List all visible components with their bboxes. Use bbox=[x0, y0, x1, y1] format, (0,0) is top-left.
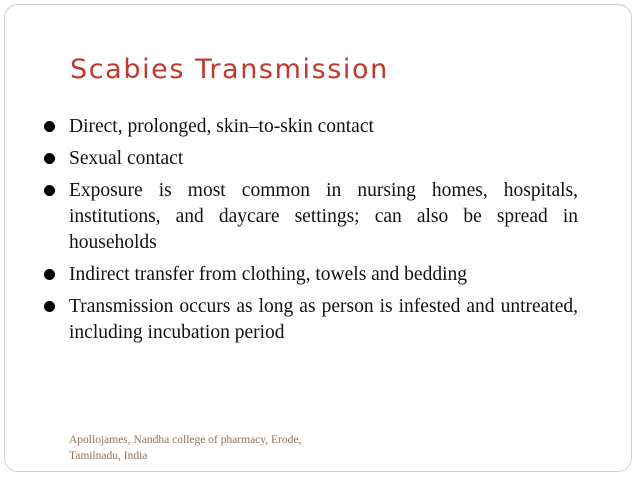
bullet-list bbox=[44, 114, 578, 352]
bullet-text: Direct, prolonged, skin–to-skin contact bbox=[69, 116, 374, 137]
bullet-text: Exposure is most common in nursing homes, hospitals, institutions, and daycare settings; can also be spread in households bbox=[69, 180, 578, 253]
bullet-item bbox=[44, 146, 578, 172]
bullet-dot-icon bbox=[44, 121, 55, 132]
bullet-item bbox=[44, 178, 578, 256]
footer-credit bbox=[69, 432, 329, 464]
footer-line: Tamilnadu, India bbox=[69, 450, 148, 462]
bullet-dot-icon bbox=[44, 185, 55, 196]
bullet-item bbox=[44, 262, 578, 288]
bullet-text: Indirect transfer from clothing, towels and bedding bbox=[69, 264, 468, 285]
bullet-text: Sexual contact bbox=[69, 148, 184, 169]
bullet-dot-icon bbox=[44, 153, 55, 164]
slide-title: Scabies Transmission bbox=[70, 54, 389, 85]
bullet-text: Transmission occurs as long as person is infested and untreated, including incubation period bbox=[69, 296, 578, 343]
bullet-item bbox=[44, 114, 578, 140]
footer-line: Apollojames, Nandha college of pharmacy, Erode, bbox=[69, 434, 302, 446]
bullet-dot-icon bbox=[44, 269, 55, 280]
bullet-dot-icon bbox=[44, 301, 55, 312]
bullet-item bbox=[44, 294, 578, 346]
